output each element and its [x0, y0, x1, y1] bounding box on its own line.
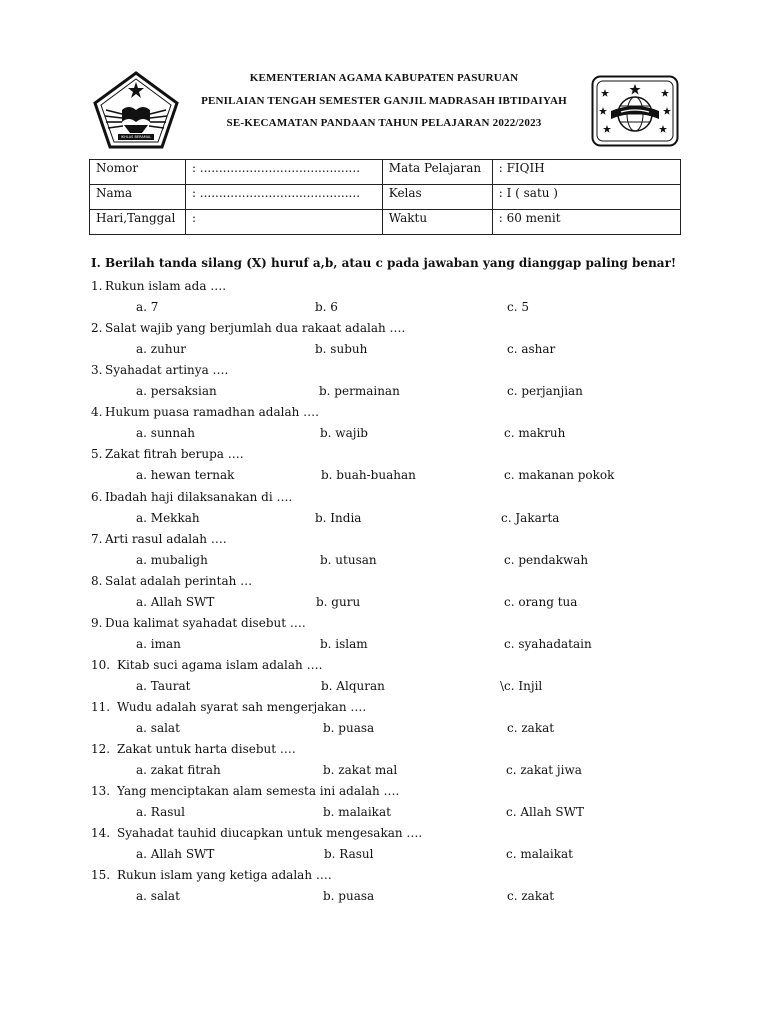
nu-logo	[591, 75, 679, 147]
waktu-value: : 60 menit	[492, 210, 680, 235]
question-prompt: Salat adalah perintah …	[105, 574, 253, 588]
option-c[interactable]: c. malaikat	[506, 847, 573, 861]
option-c[interactable]: c. orang tua	[504, 595, 578, 609]
option-b[interactable]: b. India	[315, 511, 362, 525]
question-number: 2.	[91, 321, 103, 335]
question-number: 9.	[91, 616, 103, 630]
kelas-label: Kelas	[382, 185, 492, 210]
option-c[interactable]: c. Allah SWT	[506, 805, 584, 819]
hari-field[interactable]: :	[185, 210, 382, 235]
option-a[interactable]: a. Taurat	[136, 679, 191, 693]
option-b[interactable]: b. guru	[316, 595, 361, 609]
question-text	[91, 321, 405, 335]
info-row	[90, 185, 681, 210]
question-prompt: Yang menciptakan alam semesta ini adalah ….	[117, 784, 400, 798]
question-text	[91, 742, 296, 756]
question-number: 15.	[91, 868, 111, 882]
question-text	[91, 405, 319, 419]
question-prompt: Salat wajib yang berjumlah dua rakaat adalah ….	[105, 321, 406, 335]
option-b[interactable]: b. malaikat	[323, 805, 391, 819]
question-text	[91, 784, 399, 798]
option-c[interactable]: c. Jakarta	[501, 511, 560, 525]
question-prompt: Ibadah haji dilaksanakan di ….	[105, 490, 293, 504]
student-info-table	[89, 159, 681, 235]
question-number: 11.	[91, 700, 111, 714]
question-text	[91, 574, 252, 588]
question-prompt: Rukun islam yang ketiga adalah ….	[117, 868, 332, 882]
option-c[interactable]: c. zakat	[507, 721, 555, 735]
header-year: SE-KECAMATAN PANDAAN TAHUN PELAJARAN 2022/2023	[226, 117, 542, 129]
question-prompt: Hukum puasa ramadhan adalah ….	[105, 405, 319, 419]
option-c[interactable]: c. zakat	[507, 889, 555, 903]
option-b[interactable]: b. Alquran	[321, 679, 385, 693]
question-number: 1.	[91, 279, 103, 293]
mapel-value: : FIQIH	[492, 160, 680, 185]
question-prompt: Zakat fitrah berupa ….	[105, 447, 244, 461]
instruction: I. Berilah tanda silang (X) huruf a,b, atau c pada jawaban yang dianggap paling benar!	[91, 256, 677, 270]
nomor-label: Nomor	[90, 160, 186, 185]
question-number: 10.	[91, 658, 111, 672]
header-exam-title: PENILAIAN TENGAH SEMESTER GANJIL MADRASAH IBTIDAIYAH	[201, 95, 567, 107]
option-c[interactable]: c. perjanjian	[507, 384, 583, 398]
option-c[interactable]: c. zakat jiwa	[506, 763, 582, 777]
header-ministry: KEMENTERIAN AGAMA KABUPATEN PASURUAN	[249, 72, 519, 84]
option-b[interactable]: b. puasa	[323, 721, 375, 735]
option-b[interactable]: b. puasa	[323, 889, 375, 903]
info-row	[90, 160, 681, 185]
question-number: 8.	[91, 574, 103, 588]
question-text	[91, 447, 244, 461]
option-b[interactable]: b. 6	[315, 300, 338, 314]
option-b[interactable]: b. islam	[320, 637, 368, 651]
logo-motto: IKHLAS BERAMAL	[120, 135, 152, 139]
option-a[interactable]: a. iman	[136, 637, 181, 651]
question-text	[91, 658, 322, 672]
option-b[interactable]: b. Rasul	[324, 847, 374, 861]
question-number: 4.	[91, 405, 103, 419]
hari-label: Hari,Tanggal	[90, 210, 186, 235]
option-a[interactable]: a. sunnah	[136, 426, 196, 440]
option-c[interactable]: c. syahadatain	[504, 637, 592, 651]
option-c[interactable]: \c. Injil	[500, 679, 543, 693]
question-text	[91, 363, 228, 377]
nomor-field[interactable]: : ..........................................	[185, 160, 382, 185]
question-prompt: Zakat untuk harta disebut ….	[117, 742, 296, 756]
option-a[interactable]: a. Rasul	[136, 805, 185, 819]
info-row	[90, 210, 681, 235]
option-b[interactable]: b. wajib	[320, 426, 368, 440]
question-text	[91, 532, 227, 546]
question-number: 12.	[91, 742, 111, 756]
question-number: 7.	[91, 532, 103, 546]
option-a[interactable]: a. mubaligh	[136, 553, 208, 567]
question-number: 3.	[91, 363, 103, 377]
question-number: 14.	[91, 826, 111, 840]
option-a[interactable]: a. Allah SWT	[136, 847, 215, 861]
kelas-value: : I ( satu )	[492, 185, 680, 210]
question-text	[91, 868, 332, 882]
option-a[interactable]: a. zakat fitrah	[136, 763, 221, 777]
option-c[interactable]: c. pendakwah	[504, 553, 589, 567]
question-text	[91, 490, 292, 504]
question-prompt: Wudu adalah syarat sah mengerjakan ….	[117, 700, 367, 714]
question-prompt: Kitab suci agama islam adalah ….	[117, 658, 323, 672]
question-number: 13.	[91, 784, 111, 798]
option-b[interactable]: b. zakat mal	[323, 763, 398, 777]
option-b[interactable]: b. subuh	[315, 342, 368, 356]
waktu-label: Waktu	[382, 210, 492, 235]
option-b[interactable]: b. utusan	[320, 553, 377, 567]
option-c[interactable]: c. 5	[507, 300, 529, 314]
option-a[interactable]: a. salat	[136, 721, 180, 735]
option-a[interactable]: a. Allah SWT	[136, 595, 215, 609]
option-a[interactable]: a. hewan ternak	[136, 468, 235, 482]
mapel-label: Mata Pelajaran	[382, 160, 492, 185]
question-number: 6.	[91, 490, 103, 504]
nama-label: Nama	[90, 185, 186, 210]
question-prompt: Rukun islam ada ….	[105, 279, 227, 293]
option-c[interactable]: c. makruh	[504, 426, 566, 440]
option-b[interactable]: b. permainan	[319, 384, 400, 398]
question-text	[91, 700, 366, 714]
option-a[interactable]: a. 7	[136, 300, 159, 314]
question-text	[91, 616, 306, 630]
option-a[interactable]: a. Mekkah	[136, 511, 200, 525]
question-prompt: Arti rasul adalah ….	[105, 532, 227, 546]
option-a[interactable]: a. salat	[136, 889, 180, 903]
question-number: 5.	[91, 447, 103, 461]
option-a[interactable]: a. zuhur	[136, 342, 187, 356]
option-c[interactable]: c. ashar	[507, 342, 556, 356]
question-prompt: Syahadat tauhid diucapkan untuk mengesakan ….	[117, 826, 423, 840]
question-text	[91, 826, 422, 840]
question-text	[91, 279, 226, 293]
option-a[interactable]: a. persaksian	[136, 384, 217, 398]
question-prompt: Dua kalimat syahadat disebut ….	[105, 616, 306, 630]
nama-field[interactable]: : ..........................................	[185, 185, 382, 210]
question-prompt: Syahadat artinya ….	[105, 363, 229, 377]
option-c[interactable]: c. makanan pokok	[504, 468, 615, 482]
option-b[interactable]: b. buah-buahan	[321, 468, 416, 482]
